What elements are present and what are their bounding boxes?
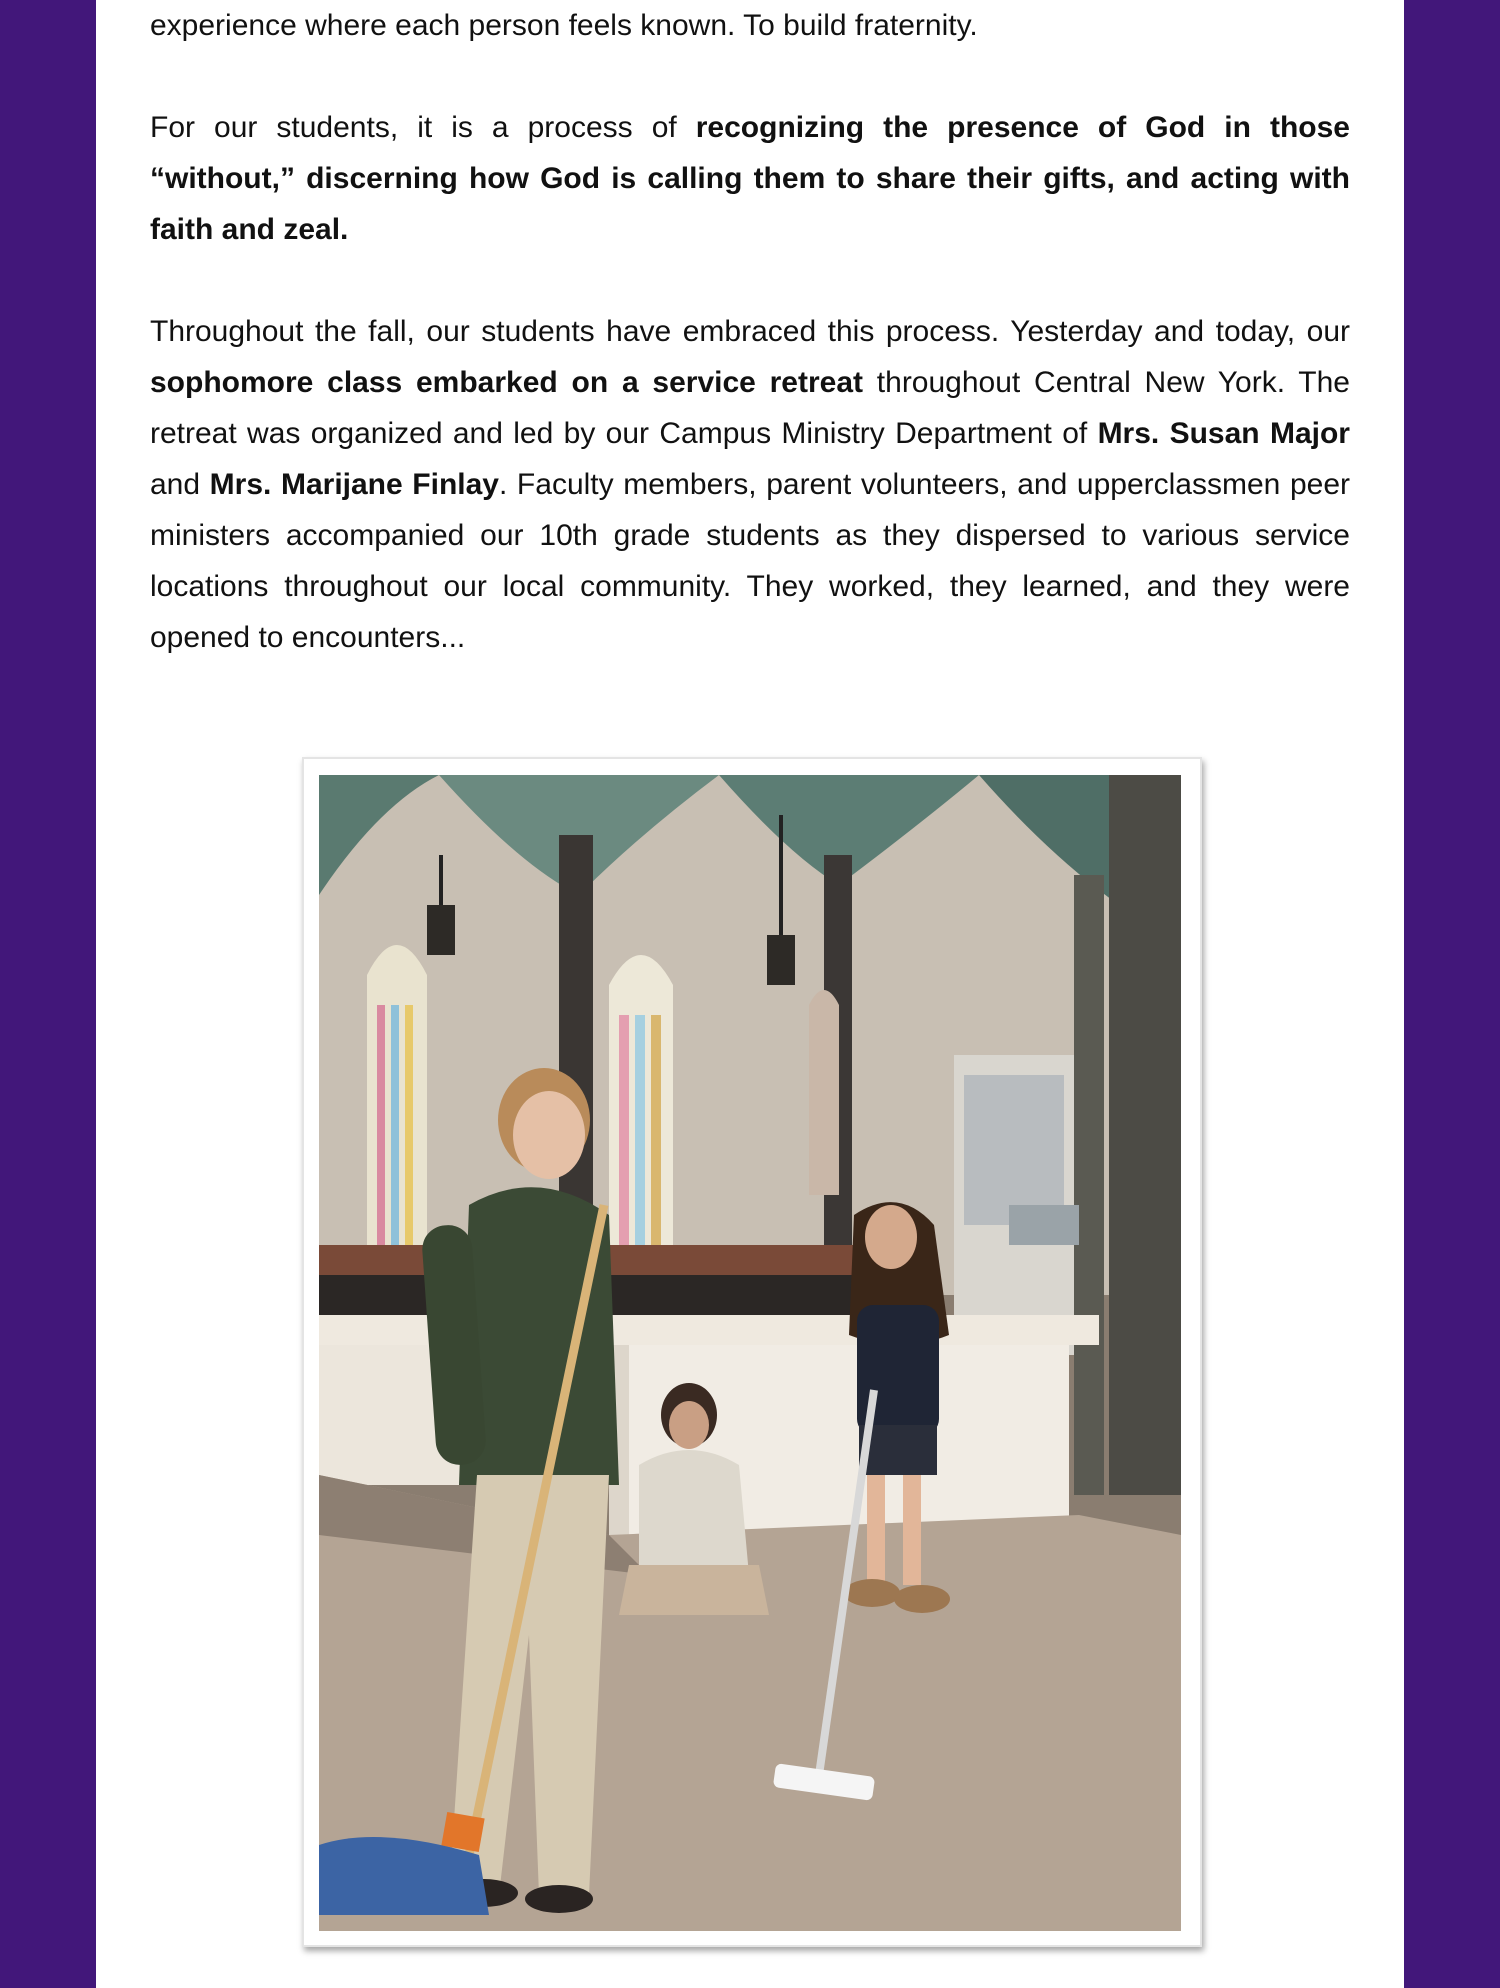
article-body: [150, 0, 1350, 663]
retreat-text-4: . Faculty members, parent volunteers, and upperclassmen peer ministers accompanied our 10th grade students as they dispersed to various service locations throughout our local community. They worked, they learned, and they were opened to encounters...: [150, 468, 1350, 654]
paragraph-process-text: For our students, it is a process of: [150, 111, 696, 144]
retreat-bold-marijane-finlay: Mrs. Marijane Finlay: [209, 468, 499, 501]
photo-illustration: [319, 775, 1181, 1931]
retreat-text-3: and: [150, 468, 210, 501]
retreat-bold-sophomore: sophomore class embarked on a service retreat: [150, 366, 864, 399]
paragraph-process-bold: recognizing the presence of God in those “without,” discerning how God is calling them to share their gifts, and acting with faith and zeal.: [150, 111, 1350, 246]
paragraph-process: [150, 102, 1350, 255]
retreat-text-1: Throughout the fall, our students have embraced this process. Yesterday and today, our: [150, 315, 1350, 348]
paragraph-fraternity-text: experience where each person feels known. To build fraternity.: [150, 9, 978, 42]
students-cleaning-photo: [319, 775, 1181, 1931]
retreat-text-2: throughout Central New York. The retreat was organized and led by our Campus Ministry Department of: [150, 366, 1350, 450]
paragraph-fraternity: [150, 0, 1350, 51]
photo-frame: [302, 757, 1202, 1947]
newsletter-page: [96, 0, 1404, 1988]
retreat-bold-susan-major: Mrs. Susan Major: [1097, 417, 1350, 450]
paragraph-retreat: [150, 306, 1350, 663]
